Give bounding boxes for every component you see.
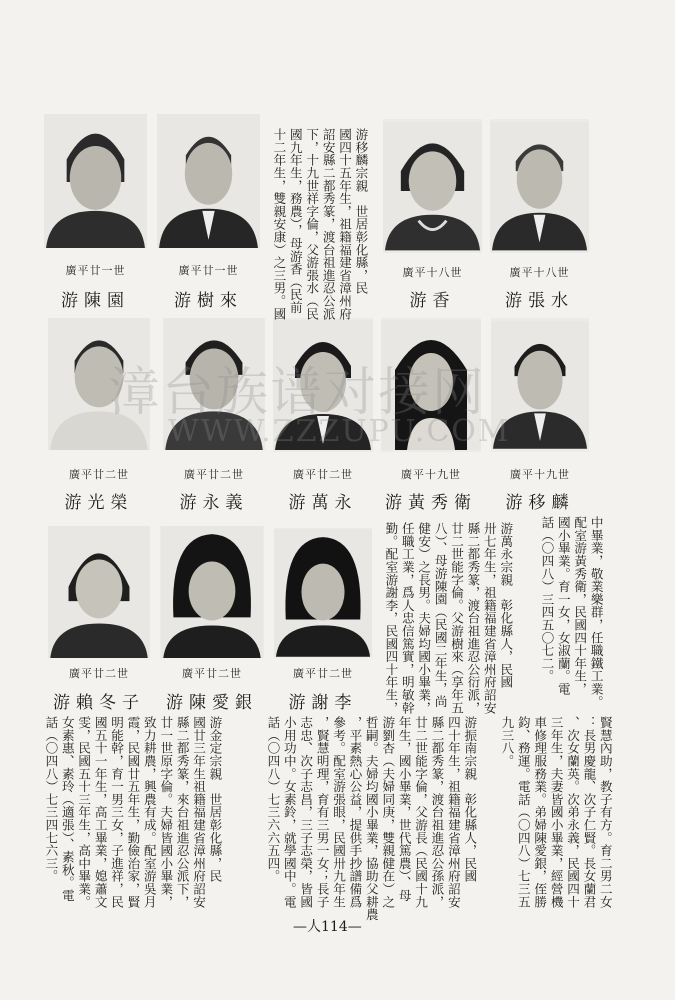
generation-label: 廣平廿二世	[293, 667, 353, 680]
generation-label: 廣平廿二世	[182, 667, 242, 680]
bio-block-wanyong-part2: 賢慧內助，教子有方。育二男二女 ：長男慶龍、次子仁賢。長女蘭君 、次女蘭英。次弟永義，民國四十 三年生，夫妻皆國小畢業，經營機 車修理服務業。弟婦陳愛銀，侄勝 鈞、務運。電話（〇四八）七三五 九三八。	[499, 716, 613, 908]
person-name: 游香	[409, 291, 456, 311]
portrait-photo-rong	[48, 318, 150, 450]
person-name: 游光榮	[64, 493, 134, 513]
watermark-cn: 漳台族谱对接网	[108, 363, 487, 423]
generation-label: 廣平十九世	[510, 468, 570, 481]
portrait-silhouette	[383, 119, 482, 253]
watermark-url: WWW.ZZZUPU.COM	[168, 414, 511, 449]
portrait-photo-yi	[163, 318, 265, 450]
bio-block-lin-part2: 中畢業，敬業樂群，任職鐵工業。 配室游黃秀衛，民國四十年生， 國小畢業。育一女，女淑蘭。電 話（〇四八）三四五〇七二。	[539, 516, 604, 708]
page-number: —人114—	[293, 919, 362, 935]
generation-label: 廣平十九世	[401, 468, 461, 481]
bio-block-jinding: 游金定宗親 世居彰化縣，民 國廿三年生祖籍福建省漳州府詔安 縣二都秀篆，來台祖進忍公派下， 廿一世原字倫。夫婦皆國小畢業， 致力耕農，興農有成。配室游吳月 霞，民國廿五年生，勤儉治家，賢 明能幹，育一男三女，子進祥，民 國五十一年生，高工畢業，媳蕭文 雯，民國五十三年生，高中畢業。 女素惠、素玲（適張）、素秋。電 話（〇四八）七三四七六三。	[43, 716, 223, 908]
person-name: 游陳愛銀	[166, 693, 258, 713]
portrait-silhouette	[160, 526, 264, 658]
portrait-silhouette	[48, 526, 150, 658]
portrait-silhouette	[273, 318, 373, 452]
portrait-photo-xiang	[383, 119, 482, 253]
generation-label: 廣平廿一世	[65, 264, 126, 277]
portrait-photo-yin	[160, 526, 264, 658]
generation-label: 廣平廿二世	[184, 468, 244, 481]
person-name: 游黃秀衛	[385, 493, 477, 513]
portrait-silhouette	[274, 528, 372, 658]
person-name: 游張水	[505, 291, 574, 311]
portrait-silhouette	[163, 318, 265, 450]
generation-label: 廣平十八世	[509, 266, 570, 279]
portrait-photo-lin	[491, 318, 589, 452]
portrait-silhouette	[490, 119, 589, 253]
person-name: 游移麟	[505, 493, 575, 513]
person-name: 游萬永	[288, 493, 358, 513]
portrait-silhouette	[381, 318, 481, 452]
bio-block-zhennan: 游振南宗親 彰化縣人，民國 四十年生，祖籍福建省漳州府詔安 縣二都秀篆，渡台祖進忍公孫派， 廿二世能字倫，父游長（民國十九 年生，國小畢業，世代篤農）、母 游劉杏（夫婦同庚，雙親健在）之 哲嗣。夫婦均國小畢業，協助父耕農 ，平素熱心公益，提供手抄譜備爲 參考。配室游張眼，民國卅九年生 ，賢慧明理，育有三男一女；長子 志忠、次子志昌，三子志榮，皆國 小用功中。女素鈴，就學國中。電 話（〇四八）七三六六五四。	[265, 716, 478, 921]
generation-label: 廣平十八世	[402, 266, 463, 279]
portrait-silhouette	[491, 318, 589, 452]
portrait-silhouette	[44, 114, 147, 248]
person-name: 游永義	[179, 493, 249, 513]
portrait-photo-lai	[157, 114, 260, 248]
portrait-photo-zi	[48, 526, 150, 658]
portrait-photo-yong	[273, 318, 373, 452]
bio-block-wanyong: 游萬永宗親 彰化縣人，民國 卅七年生，祖籍福建省漳州府詔安 縣二都秀篆，渡台祖進忍公衍派， 廿二世能字倫。父游樹來（享年五 八）、母游陳園（民國二年生，尚 健安）之長男。夫婦均國小畢業， 任職工業，爲人忠信篤實，明敏幹 勤。配室游謝李，民國四十年生，	[383, 522, 514, 714]
generation-label: 廣平廿一世	[178, 264, 239, 277]
portrait-photo-yuan	[44, 114, 147, 248]
portrait-photo-li	[274, 528, 372, 658]
portrait-silhouette	[157, 114, 260, 248]
person-name: 游樹來	[174, 291, 243, 311]
generation-label: 廣平廿二世	[69, 667, 129, 680]
person-name: 游陳園	[61, 291, 130, 311]
portrait-photo-heng	[381, 318, 481, 452]
portrait-silhouette	[48, 318, 150, 450]
portrait-photo-shui	[490, 119, 589, 253]
generation-label: 廣平廿二世	[293, 468, 353, 481]
person-name: 游謝李	[288, 693, 358, 713]
person-name: 游賴冬子	[53, 693, 145, 713]
bio-block-lin-part1: 游移麟宗親 世居彰化縣，民 國四十五年生，祖籍福建省漳州府 詔安縣二都秀篆，渡台祖進忍公派 下，十九世祥字倫，父游張水（民 國九年生，務農），母游香（民前 十二年生，雙親安康）之三男。國	[271, 128, 369, 320]
generation-label: 廣平廿二世	[69, 468, 129, 481]
